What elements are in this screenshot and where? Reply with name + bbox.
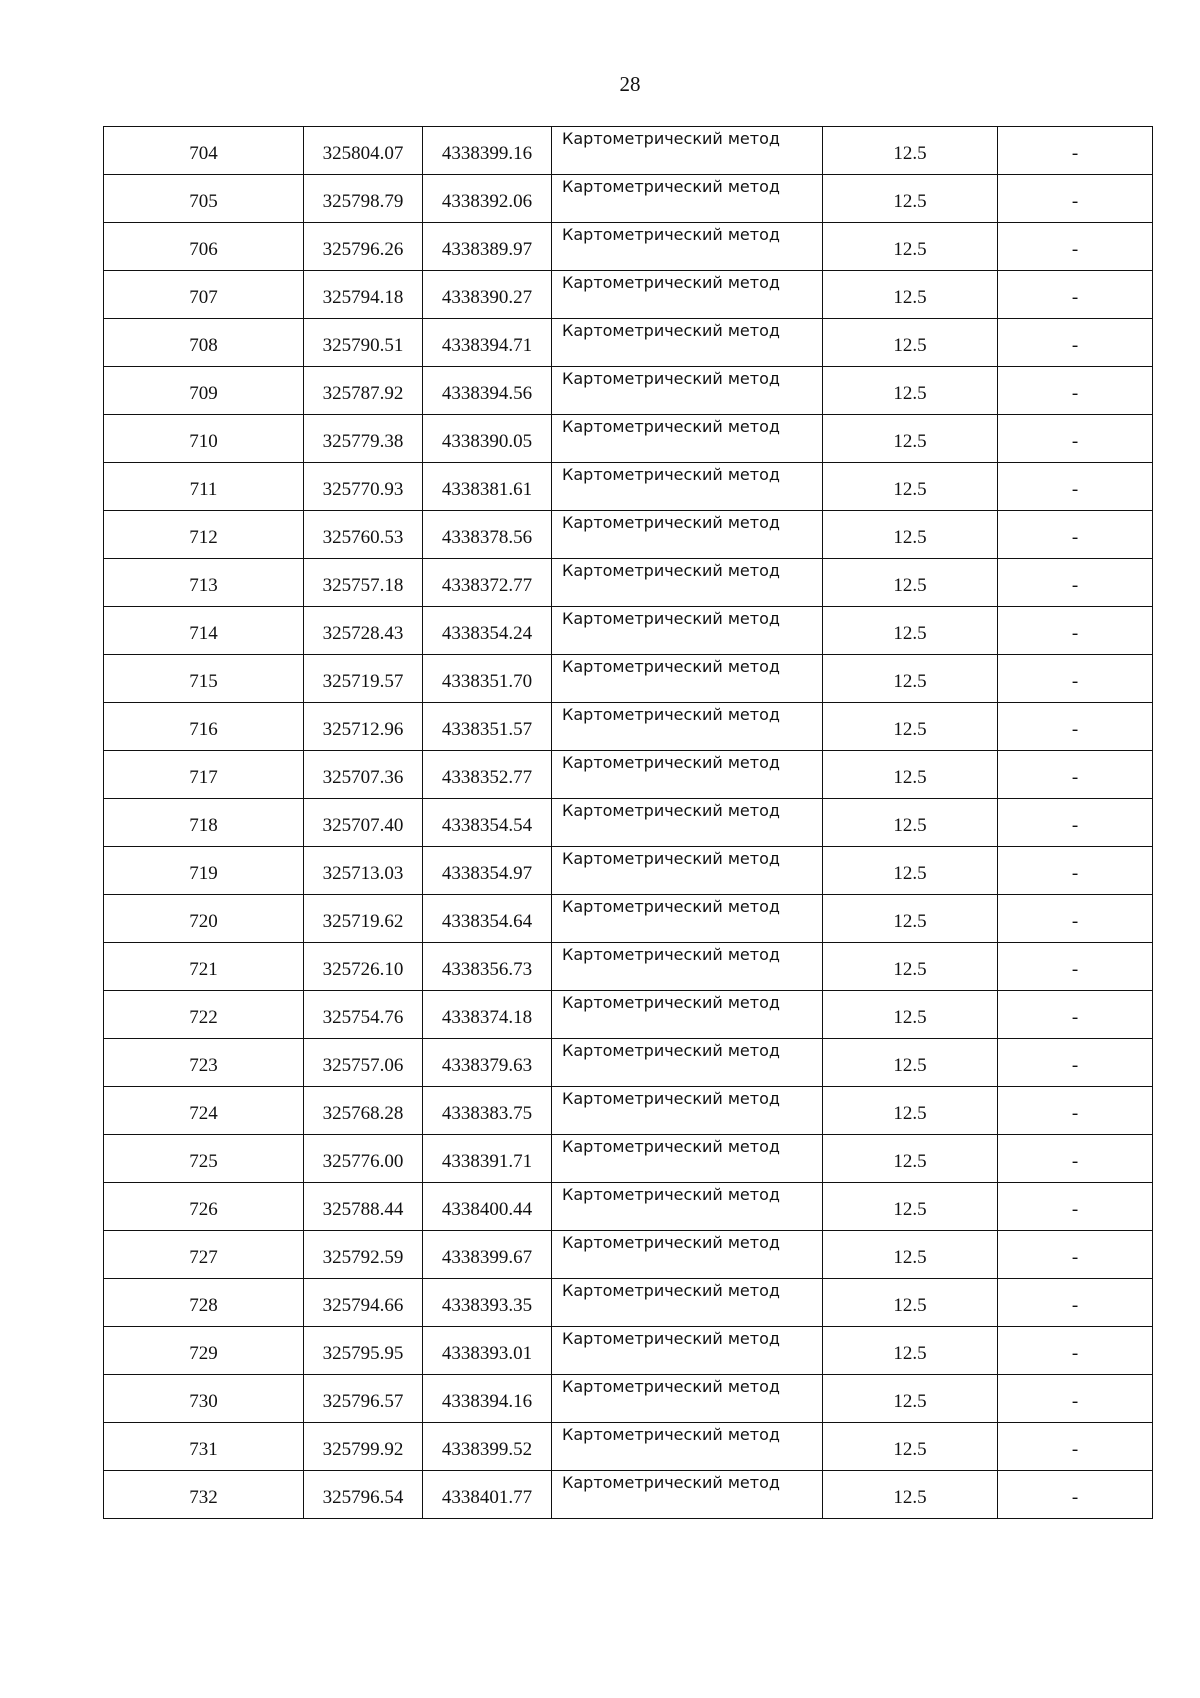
table-row <box>104 703 1153 751</box>
accuracy-cell: 12.5 <box>823 703 998 751</box>
point-number-cell: 721 <box>104 943 304 991</box>
point-number-cell: 708 <box>104 319 304 367</box>
accuracy-cell: 12.5 <box>823 175 998 223</box>
point-number-cell: 720 <box>104 895 304 943</box>
table-row <box>104 943 1153 991</box>
x-coordinate-cell: 325768.28 <box>304 1087 423 1135</box>
accuracy-cell: 12.5 <box>823 367 998 415</box>
accuracy-cell: 12.5 <box>823 1135 998 1183</box>
method-cell: Картометрический метод <box>552 511 823 559</box>
table-row <box>104 175 1153 223</box>
note-cell: - <box>998 703 1153 751</box>
method-cell: Картометрический метод <box>552 847 823 895</box>
y-coordinate-cell: 4338393.35 <box>423 1279 552 1327</box>
note-cell: - <box>998 1087 1153 1135</box>
x-coordinate-cell: 325804.07 <box>304 127 423 175</box>
method-cell: Картометрический метод <box>552 1183 823 1231</box>
x-coordinate-cell: 325790.51 <box>304 319 423 367</box>
x-coordinate-cell: 325707.40 <box>304 799 423 847</box>
table-row <box>104 1279 1153 1327</box>
x-coordinate-cell: 325707.36 <box>304 751 423 799</box>
table-row <box>104 127 1153 175</box>
table-row <box>104 1087 1153 1135</box>
point-number-cell: 717 <box>104 751 304 799</box>
x-coordinate-cell: 325795.95 <box>304 1327 423 1375</box>
table-row <box>104 1039 1153 1087</box>
accuracy-cell: 12.5 <box>823 1039 998 1087</box>
accuracy-cell: 12.5 <box>823 991 998 1039</box>
y-coordinate-cell: 4338392.06 <box>423 175 552 223</box>
coordinates-table <box>103 126 1153 1519</box>
table-row <box>104 415 1153 463</box>
accuracy-cell: 12.5 <box>823 1423 998 1471</box>
note-cell: - <box>998 367 1153 415</box>
y-coordinate-cell: 4338381.61 <box>423 463 552 511</box>
x-coordinate-cell: 325792.59 <box>304 1231 423 1279</box>
note-cell: - <box>998 511 1153 559</box>
table-row <box>104 271 1153 319</box>
y-coordinate-cell: 4338389.97 <box>423 223 552 271</box>
point-number-cell: 707 <box>104 271 304 319</box>
y-coordinate-cell: 4338399.16 <box>423 127 552 175</box>
y-coordinate-cell: 4338352.77 <box>423 751 552 799</box>
table-row <box>104 1471 1153 1519</box>
point-number-cell: 711 <box>104 463 304 511</box>
table-row <box>104 319 1153 367</box>
table-row <box>104 1135 1153 1183</box>
x-coordinate-cell: 325713.03 <box>304 847 423 895</box>
point-number-cell: 729 <box>104 1327 304 1375</box>
x-coordinate-cell: 325787.92 <box>304 367 423 415</box>
y-coordinate-cell: 4338354.54 <box>423 799 552 847</box>
y-coordinate-cell: 4338354.24 <box>423 607 552 655</box>
y-coordinate-cell: 4338394.56 <box>423 367 552 415</box>
accuracy-cell: 12.5 <box>823 655 998 703</box>
y-coordinate-cell: 4338383.75 <box>423 1087 552 1135</box>
table-row <box>104 751 1153 799</box>
y-coordinate-cell: 4338394.71 <box>423 319 552 367</box>
y-coordinate-cell: 4338401.77 <box>423 1471 552 1519</box>
point-number-cell: 714 <box>104 607 304 655</box>
table-row <box>104 847 1153 895</box>
method-cell: Картометрический метод <box>552 943 823 991</box>
note-cell: - <box>998 223 1153 271</box>
method-cell: Картометрический метод <box>552 895 823 943</box>
x-coordinate-cell: 325796.26 <box>304 223 423 271</box>
note-cell: - <box>998 607 1153 655</box>
x-coordinate-cell: 325754.76 <box>304 991 423 1039</box>
x-coordinate-cell: 325799.92 <box>304 1423 423 1471</box>
point-number-cell: 727 <box>104 1231 304 1279</box>
method-cell: Картометрический метод <box>552 751 823 799</box>
note-cell: - <box>998 799 1153 847</box>
x-coordinate-cell: 325794.66 <box>304 1279 423 1327</box>
accuracy-cell: 12.5 <box>823 415 998 463</box>
note-cell: - <box>998 1279 1153 1327</box>
method-cell: Картометрический метод <box>552 1471 823 1519</box>
note-cell: - <box>998 463 1153 511</box>
point-number-cell: 724 <box>104 1087 304 1135</box>
accuracy-cell: 12.5 <box>823 1471 998 1519</box>
table-row <box>104 511 1153 559</box>
point-number-cell: 726 <box>104 1183 304 1231</box>
method-cell: Картометрический метод <box>552 703 823 751</box>
table-row <box>104 223 1153 271</box>
method-cell: Картометрический метод <box>552 991 823 1039</box>
method-cell: Картометрический метод <box>552 271 823 319</box>
point-number-cell: 723 <box>104 1039 304 1087</box>
point-number-cell: 732 <box>104 1471 304 1519</box>
table-row <box>104 1327 1153 1375</box>
method-cell: Картометрический метод <box>552 1279 823 1327</box>
note-cell: - <box>998 127 1153 175</box>
y-coordinate-cell: 4338374.18 <box>423 991 552 1039</box>
method-cell: Картометрический метод <box>552 559 823 607</box>
y-coordinate-cell: 4338400.44 <box>423 1183 552 1231</box>
point-number-cell: 728 <box>104 1279 304 1327</box>
table-row <box>104 991 1153 1039</box>
x-coordinate-cell: 325760.53 <box>304 511 423 559</box>
accuracy-cell: 12.5 <box>823 1375 998 1423</box>
table-row <box>104 895 1153 943</box>
point-number-cell: 705 <box>104 175 304 223</box>
y-coordinate-cell: 4338393.01 <box>423 1327 552 1375</box>
point-number-cell: 712 <box>104 511 304 559</box>
accuracy-cell: 12.5 <box>823 223 998 271</box>
accuracy-cell: 12.5 <box>823 127 998 175</box>
accuracy-cell: 12.5 <box>823 895 998 943</box>
accuracy-cell: 12.5 <box>823 463 998 511</box>
x-coordinate-cell: 325788.44 <box>304 1183 423 1231</box>
table-body <box>104 127 1153 1519</box>
note-cell: - <box>998 943 1153 991</box>
accuracy-cell: 12.5 <box>823 271 998 319</box>
page-number: 28 <box>619 72 641 96</box>
method-cell: Картометрический метод <box>552 1231 823 1279</box>
note-cell: - <box>998 991 1153 1039</box>
table-row <box>104 367 1153 415</box>
y-coordinate-cell: 4338379.63 <box>423 1039 552 1087</box>
point-number-cell: 722 <box>104 991 304 1039</box>
table-row <box>104 607 1153 655</box>
note-cell: - <box>998 1231 1153 1279</box>
method-cell: Картометрический метод <box>552 1039 823 1087</box>
table-row <box>104 1375 1153 1423</box>
y-coordinate-cell: 4338351.70 <box>423 655 552 703</box>
accuracy-cell: 12.5 <box>823 559 998 607</box>
note-cell: - <box>998 271 1153 319</box>
note-cell: - <box>998 751 1153 799</box>
point-number-cell: 706 <box>104 223 304 271</box>
note-cell: - <box>998 1375 1153 1423</box>
x-coordinate-cell: 325712.96 <box>304 703 423 751</box>
note-cell: - <box>998 415 1153 463</box>
method-cell: Картометрический метод <box>552 367 823 415</box>
note-cell: - <box>998 559 1153 607</box>
point-number-cell: 709 <box>104 367 304 415</box>
method-cell: Картометрический метод <box>552 799 823 847</box>
method-cell: Картометрический метод <box>552 223 823 271</box>
accuracy-cell: 12.5 <box>823 1183 998 1231</box>
note-cell: - <box>998 1039 1153 1087</box>
y-coordinate-cell: 4338390.05 <box>423 415 552 463</box>
x-coordinate-cell: 325798.79 <box>304 175 423 223</box>
method-cell: Картометрический метод <box>552 415 823 463</box>
x-coordinate-cell: 325776.00 <box>304 1135 423 1183</box>
point-number-cell: 719 <box>104 847 304 895</box>
note-cell: - <box>998 1135 1153 1183</box>
table-row <box>104 463 1153 511</box>
point-number-cell: 718 <box>104 799 304 847</box>
y-coordinate-cell: 4338399.52 <box>423 1423 552 1471</box>
point-number-cell: 713 <box>104 559 304 607</box>
y-coordinate-cell: 4338391.71 <box>423 1135 552 1183</box>
note-cell: - <box>998 847 1153 895</box>
x-coordinate-cell: 325757.18 <box>304 559 423 607</box>
point-number-cell: 716 <box>104 703 304 751</box>
table-row <box>104 1183 1153 1231</box>
table-row <box>104 655 1153 703</box>
x-coordinate-cell: 325757.06 <box>304 1039 423 1087</box>
note-cell: - <box>998 1471 1153 1519</box>
method-cell: Картометрический метод <box>552 1375 823 1423</box>
accuracy-cell: 12.5 <box>823 511 998 559</box>
accuracy-cell: 12.5 <box>823 607 998 655</box>
accuracy-cell: 12.5 <box>823 847 998 895</box>
point-number-cell: 730 <box>104 1375 304 1423</box>
x-coordinate-cell: 325728.43 <box>304 607 423 655</box>
x-coordinate-cell: 325726.10 <box>304 943 423 991</box>
y-coordinate-cell: 4338390.27 <box>423 271 552 319</box>
table-row <box>104 559 1153 607</box>
accuracy-cell: 12.5 <box>823 1327 998 1375</box>
x-coordinate-cell: 325796.57 <box>304 1375 423 1423</box>
y-coordinate-cell: 4338356.73 <box>423 943 552 991</box>
accuracy-cell: 12.5 <box>823 1231 998 1279</box>
y-coordinate-cell: 4338351.57 <box>423 703 552 751</box>
accuracy-cell: 12.5 <box>823 943 998 991</box>
table-row <box>104 799 1153 847</box>
y-coordinate-cell: 4338399.67 <box>423 1231 552 1279</box>
method-cell: Картометрический метод <box>552 655 823 703</box>
method-cell: Картометрический метод <box>552 1327 823 1375</box>
method-cell: Картометрический метод <box>552 1087 823 1135</box>
x-coordinate-cell: 325779.38 <box>304 415 423 463</box>
note-cell: - <box>998 1423 1153 1471</box>
note-cell: - <box>998 655 1153 703</box>
method-cell: Картометрический метод <box>552 319 823 367</box>
accuracy-cell: 12.5 <box>823 1087 998 1135</box>
note-cell: - <box>998 895 1153 943</box>
table-row <box>104 1231 1153 1279</box>
method-cell: Картометрический метод <box>552 127 823 175</box>
accuracy-cell: 12.5 <box>823 751 998 799</box>
x-coordinate-cell: 325719.57 <box>304 655 423 703</box>
x-coordinate-cell: 325796.54 <box>304 1471 423 1519</box>
note-cell: - <box>998 319 1153 367</box>
x-coordinate-cell: 325770.93 <box>304 463 423 511</box>
accuracy-cell: 12.5 <box>823 799 998 847</box>
y-coordinate-cell: 4338394.16 <box>423 1375 552 1423</box>
note-cell: - <box>998 1183 1153 1231</box>
note-cell: - <box>998 1327 1153 1375</box>
y-coordinate-cell: 4338354.64 <box>423 895 552 943</box>
x-coordinate-cell: 325719.62 <box>304 895 423 943</box>
method-cell: Картометрический метод <box>552 1423 823 1471</box>
y-coordinate-cell: 4338372.77 <box>423 559 552 607</box>
method-cell: Картометрический метод <box>552 175 823 223</box>
accuracy-cell: 12.5 <box>823 1279 998 1327</box>
method-cell: Картометрический метод <box>552 463 823 511</box>
point-number-cell: 731 <box>104 1423 304 1471</box>
y-coordinate-cell: 4338354.97 <box>423 847 552 895</box>
point-number-cell: 704 <box>104 127 304 175</box>
point-number-cell: 715 <box>104 655 304 703</box>
y-coordinate-cell: 4338378.56 <box>423 511 552 559</box>
point-number-cell: 725 <box>104 1135 304 1183</box>
accuracy-cell: 12.5 <box>823 319 998 367</box>
point-number-cell: 710 <box>104 415 304 463</box>
method-cell: Картометрический метод <box>552 607 823 655</box>
method-cell: Картометрический метод <box>552 1135 823 1183</box>
note-cell: - <box>998 175 1153 223</box>
x-coordinate-cell: 325794.18 <box>304 271 423 319</box>
table-row <box>104 1423 1153 1471</box>
